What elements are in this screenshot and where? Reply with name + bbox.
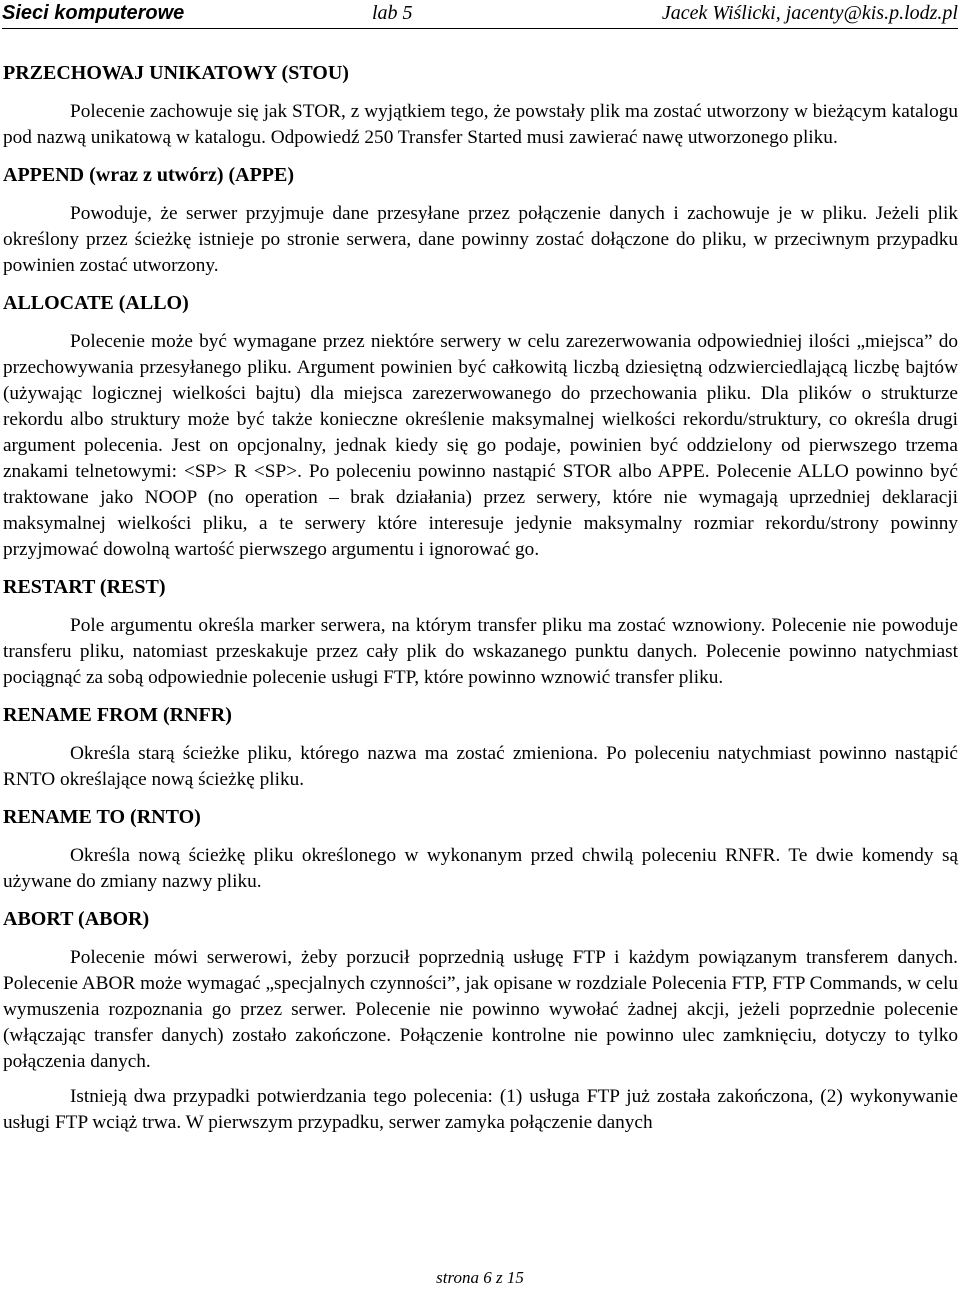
page-header	[2, 0, 958, 29]
section-heading: RENAME FROM (RNFR)	[3, 704, 232, 726]
section-heading: RESTART (REST)	[3, 576, 166, 598]
header-course: Sieci komputerowe	[2, 2, 185, 24]
section-heading: APPEND (wraz z utwórz) (APPE)	[3, 164, 295, 186]
section-heading: RENAME TO (RNTO)	[3, 806, 201, 828]
section-heading: ABORT (ABOR)	[3, 908, 150, 930]
section-paragraph: Polecenie może być wymagane przez niektóre serwery w celu zarezerwowania odpowiedniej ilości „miejsca” do przechowywania przesyłanego pliku. Argument powinien być całkowitą liczbą dziesiętną odzwierciedlającą liczbę bajtów (używając logicznej wielkości bajtu) dla miejsca zarezerwowanego do przechowania pliku. Dla plików o strukturze rekordu albo struktury może być także konieczne określenie maksymalnej wielkości rekordu/struktury, co określa drugi argument polecenia. Jest on opcjonalny, jednak kiedy się go podaje, powinien być oddzielony od pierwszego trzema znakami telnetowymi: <SP> R <SP>. Po poleceniu powinno nastąpić STOR albo APPE. Polecenie ALLO powinno być traktowane jako NOOP (no operation – brak działania) przez serwery, które nie wymagają uprzedniej deklaracji maksymalnej wielkości pliku, a te serwery które interesuje jedynie maksymalny rozmiar rekordu/strony powinny przyjmować dowolną wartość pierwszego argumentu i ignorować go.	[3, 331, 958, 560]
section-paragraph: Polecenie zachowuje się jak STOR, z wyjątkiem tego, że powstały plik ma zostać utworzony w bieżącym katalogu pod nazwą unikatową w katalogu. Odpowiedź 250 Transfer Started musi zawierać nawę utworzonego pliku.	[3, 101, 958, 148]
section-paragraph: Pole argumentu określa marker serwera, na którym transfer pliku ma zostać wznowiony. Polecenie nie powoduje transferu pliku, natomiast przeskakuje przez cały plik do wskazanego punktu danych. Polecenie powinno natychmiast pociągnąć za sobą odpowiednie polecenie usługi FTP, które powinno wznowić transfer pliku.	[3, 615, 958, 688]
section-paragraph: Powoduje, że serwer przyjmuje dane przesyłane przez połączenie danych i zachowuje je w pliku. Jeżeli plik określony przez ścieżkę istnieje po stronie serwera, dane powinny zostać dołączone do pliku, w przeciwnym przypadku powinien zostać utworzony.	[3, 203, 958, 276]
document-body	[3, 60, 958, 1136]
page-footer	[0, 1268, 960, 1288]
section-heading: ALLOCATE (ALLO)	[3, 292, 189, 314]
section-paragraph: Określa nową ścieżkę pliku określonego w wykonanym przed chwilą poleceniu RNFR. Te dwie komendy są używane do zmiany nazwy pliku.	[3, 845, 958, 892]
header-author: Jacek Wiślicki, jacenty@kis.p.lodz.pl	[661, 2, 958, 24]
section-paragraph: Polecenie mówi serwerowi, żeby porzucił poprzednią usługę FTP i każdym powiązanym transferem danych. Polecenie ABOR może wymagać „specjalnych czynności”, jak opisane w rozdziale Polecenia FTP, FTP Commands, w celu wymuszenia rozpoznania go przez serwer. Polecenie nie powinno wywołać żadnej akcji, jeżeli poprzednie polecenie (włączając transfer danych) zostało zakończone. Połączenie kontrolne nie powinno ulec zamknięciu, dotyczy to tylko połączenia danych.	[3, 947, 958, 1072]
section-paragraph: Istnieją dwa przypadki potwierdzania tego polecenia: (1) usługa FTP już została zakończona, (2) wykonywanie usługi FTP wciąż trwa. W pierwszym przypadku, serwer zamyka połączenie danych	[3, 1086, 958, 1133]
section-paragraph: Określa starą ścieżke pliku, którego nazwa ma zostać zmieniona. Po poleceniu natychmiast powinno nastąpić RNTO określające nową ścieżkę pliku.	[3, 743, 958, 790]
header-lab: lab 5	[372, 2, 413, 24]
section-heading: PRZECHOWAJ UNIKATOWY (STOU)	[3, 62, 349, 84]
page-number: strona 6 z 15	[436, 1268, 524, 1287]
